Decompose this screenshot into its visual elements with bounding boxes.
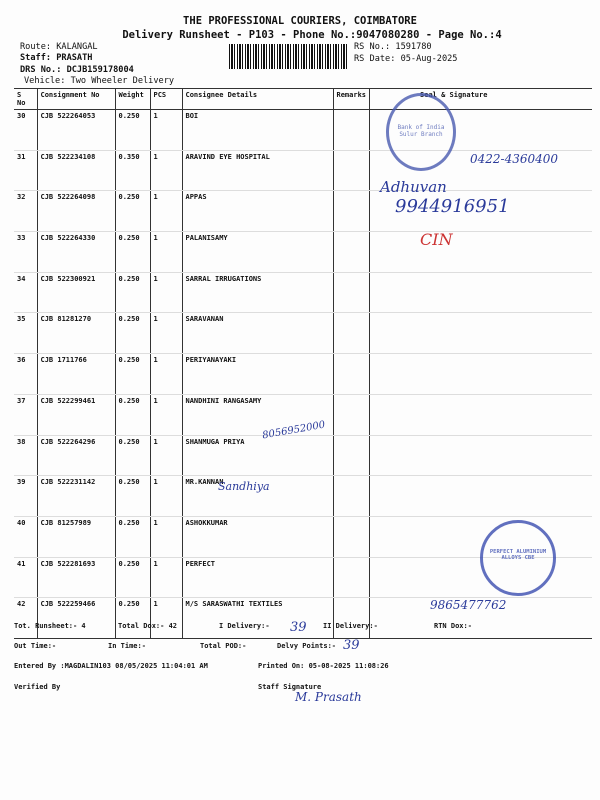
ii-delivery: II Delivery:- xyxy=(323,622,378,630)
remarks-cell xyxy=(333,150,370,191)
consignee-cell: SHANMUGA PRIYA xyxy=(182,435,333,476)
rs-date: RS Date: 05-Aug-2025 xyxy=(354,54,458,64)
in-time: In Time:- xyxy=(108,642,146,650)
runsheet-subtitle: Delivery Runsheet - P103 - Phone No.:9047080280 - Page No.:4 xyxy=(122,29,502,41)
remarks-cell xyxy=(333,110,370,151)
hw-row33: CIN xyxy=(420,230,453,249)
pcs-cell: 1 xyxy=(150,557,182,598)
sno-cell: 39 xyxy=(14,476,37,517)
consignee-cell: PALANISAMY xyxy=(182,232,333,273)
remarks-cell xyxy=(333,598,370,639)
seal-signature-cell xyxy=(370,272,592,313)
consignee-cell: APPAS xyxy=(182,191,333,232)
remarks-cell xyxy=(333,272,370,313)
table-row xyxy=(14,313,592,354)
delvy-points-label: Delvy Points:- xyxy=(277,642,337,650)
pcs-cell: 1 xyxy=(150,598,182,639)
consignee-cell: ASHOKKUMAR xyxy=(182,516,333,557)
remarks-cell xyxy=(333,394,370,435)
consignment-cell: CJB 522259466 xyxy=(37,598,115,639)
total-pod: Total POD:- xyxy=(200,642,247,650)
remarks-cell xyxy=(333,516,370,557)
table-row xyxy=(14,476,592,517)
remarks-cell xyxy=(333,557,370,598)
consignment-cell: CJB 81281270 xyxy=(37,313,115,354)
sno-cell: 41 xyxy=(14,557,37,598)
table-row xyxy=(14,354,592,395)
route: Route: KALANGAL xyxy=(20,42,98,52)
out-time: Out Time:- xyxy=(14,642,57,650)
printed-on: Printed On: 05-08-2025 11:08:26 xyxy=(258,662,389,670)
consignment-cell: CJB 522300921 xyxy=(37,272,115,313)
remarks-cell xyxy=(333,191,370,232)
table-row xyxy=(14,272,592,313)
col-weight: Weight xyxy=(115,89,150,110)
remarks-cell xyxy=(333,354,370,395)
sno-cell: 37 xyxy=(14,394,37,435)
consignment-cell: CJB 522264098 xyxy=(37,191,115,232)
hw-row31: 0422-4360400 xyxy=(470,152,559,166)
pcs-cell: 1 xyxy=(150,313,182,354)
consignment-cell: CJB 522264296 xyxy=(37,435,115,476)
weight-cell: 0.250 xyxy=(115,354,150,395)
remarks-cell xyxy=(333,435,370,476)
pcs-cell: 1 xyxy=(150,110,182,151)
company-title: THE PROFESSIONAL COURIERS, COIMBATORE xyxy=(183,15,417,27)
remarks-cell xyxy=(333,232,370,273)
hw-row39: Sandhiya xyxy=(218,480,270,493)
sno-cell: 32 xyxy=(14,191,37,232)
consignee-cell: MR.KANNAN xyxy=(182,476,333,517)
pcs-cell: 1 xyxy=(150,150,182,191)
seal-signature-cell xyxy=(370,435,592,476)
sno-cell: 42 xyxy=(14,598,37,639)
col-consignment: Consignment No xyxy=(37,89,115,110)
hw-row32a: Adhuvan xyxy=(380,178,447,196)
consignee-cell: SARRAL IRRUGATIONS xyxy=(182,272,333,313)
sno-cell: 40 xyxy=(14,516,37,557)
weight-cell: 0.250 xyxy=(115,313,150,354)
sno-cell: 38 xyxy=(14,435,37,476)
verified-by: Verified By xyxy=(14,683,61,691)
hw-row38: 8056952000 xyxy=(261,419,327,442)
pcs-cell: 1 xyxy=(150,232,182,273)
consignee-cell: PERIYANAYAKI xyxy=(182,354,333,395)
weight-cell: 0.250 xyxy=(115,435,150,476)
seal-signature-cell xyxy=(370,313,592,354)
remarks-cell xyxy=(333,313,370,354)
tot-runsheet: Tot. Runsheet:- 4 xyxy=(14,622,86,630)
seal-signature-cell xyxy=(370,354,592,395)
table-row xyxy=(14,110,592,151)
consignment-cell: CJB 522299461 xyxy=(37,394,115,435)
sno-cell: 34 xyxy=(14,272,37,313)
weight-cell: 0.250 xyxy=(115,394,150,435)
staff-signature-label: Staff Signature xyxy=(258,683,322,691)
drs-no: DRS No.: DCJB159178004 xyxy=(20,65,134,75)
weight-cell: 0.250 xyxy=(115,516,150,557)
pcs-cell: 1 xyxy=(150,476,182,517)
pcs-cell: 1 xyxy=(150,516,182,557)
consignee-cell: ARAVIND EYE HOSPITAL xyxy=(182,150,333,191)
consignment-cell: CJB 522264053 xyxy=(37,110,115,151)
entered-by: Entered By :MAGDALIN103 08/05/2025 11:04:01 AM xyxy=(14,662,208,670)
barcode xyxy=(229,44,347,69)
rs-no: RS No.: 1591780 xyxy=(354,42,432,52)
table-row xyxy=(14,232,592,273)
seal-signature-cell xyxy=(370,232,592,273)
weight-cell: 0.250 xyxy=(115,191,150,232)
weight-cell: 0.250 xyxy=(115,232,150,273)
consignment-cell: CJB 1711766 xyxy=(37,354,115,395)
sno-cell: 36 xyxy=(14,354,37,395)
pcs-cell: 1 xyxy=(150,354,182,395)
weight-cell: 0.250 xyxy=(115,476,150,517)
consignment-cell: CJB 81257989 xyxy=(37,516,115,557)
remarks-cell xyxy=(333,476,370,517)
seal-signature-cell xyxy=(370,476,592,517)
weight-cell: 0.250 xyxy=(115,110,150,151)
consignee-cell: SARAVANAN xyxy=(182,313,333,354)
company-stamp: PERFECT ALUMINIUM ALLOYS CBE xyxy=(480,520,556,596)
col-remarks: Remarks xyxy=(333,89,370,110)
table-row xyxy=(14,435,592,476)
sno-cell: 35 xyxy=(14,313,37,354)
consignment-cell: CJB 522281693 xyxy=(37,557,115,598)
pcs-cell: 1 xyxy=(150,191,182,232)
col-sno: S No xyxy=(14,89,37,110)
weight-cell: 0.350 xyxy=(115,150,150,191)
pcs-cell: 1 xyxy=(150,435,182,476)
weight-cell: 0.250 xyxy=(115,272,150,313)
staff-signature: M. Prasath xyxy=(295,690,362,704)
consignment-cell: CJB 522231142 xyxy=(37,476,115,517)
col-pcs: PCS xyxy=(150,89,182,110)
col-consignee: Consignee Details xyxy=(182,89,333,110)
col-seal: Seal & Signature xyxy=(370,89,592,110)
sno-cell: 33 xyxy=(14,232,37,273)
hw-row42: 9865477762 xyxy=(430,598,507,612)
consignee-cell: BOI xyxy=(182,110,333,151)
consignment-cell: CJB 522234108 xyxy=(37,150,115,191)
hw-row32b: 9944916951 xyxy=(395,196,510,217)
weight-cell: 0.250 xyxy=(115,557,150,598)
i-delivery-value: 39 xyxy=(290,620,307,635)
consignment-cell: CJB 522264330 xyxy=(37,232,115,273)
seal-signature-cell xyxy=(370,394,592,435)
i-delivery-label: I Delivery:- xyxy=(219,622,270,630)
total-dox: Total Dox:- 42 xyxy=(118,622,178,630)
consignee-cell: M/S SARASWATHI TEXTILES xyxy=(182,598,333,639)
consignee-cell: PERFECT xyxy=(182,557,333,598)
vehicle: Vehicle: Two Wheeler Delivery xyxy=(24,76,175,86)
pcs-cell: 1 xyxy=(150,394,182,435)
pcs-cell: 1 xyxy=(150,272,182,313)
bank-stamp: Bank of India Sulur Branch xyxy=(386,93,456,171)
consignee-cell: NANDHINI RANGASAMY xyxy=(182,394,333,435)
staff: Staff: PRASATH xyxy=(20,53,93,63)
rtn-dox: RTN Dox:- xyxy=(434,622,472,630)
weight-cell: 0.250 xyxy=(115,598,150,639)
sno-cell: 30 xyxy=(14,110,37,151)
sno-cell: 31 xyxy=(14,150,37,191)
delvy-points-value: 39 xyxy=(343,638,360,653)
